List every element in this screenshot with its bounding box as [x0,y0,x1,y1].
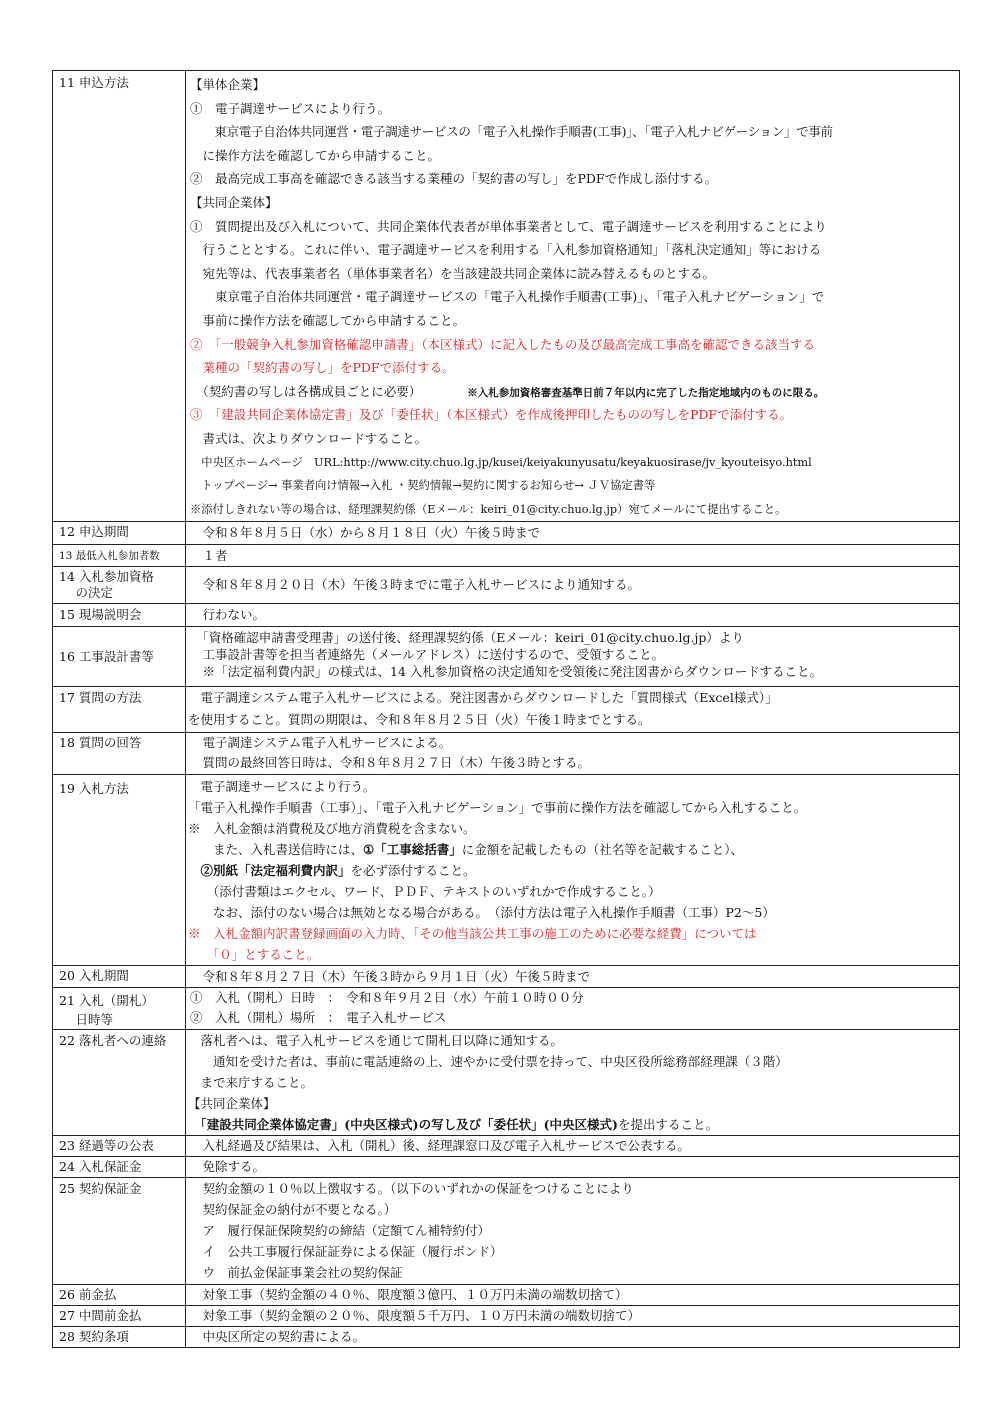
period-note: ※入札参加資格審査基準日前７年以内に完了した指定地域内のものに限る。 [467,386,825,399]
table-row-19: 19 入札方法 電子調達サービスにより行う。 「電子入札操作手順書（工事）」、「電子入札ナビゲーション」で事前に操作方法を確認してから入札すること。 ※ 入札金額は消費税及び地方消費税を含まない。 また、入札書送信時には、①「工事総括書」に金額を記載したもの（社名等を記載すること）、 ②別紙「法定福利費内訳」を必ず添付すること。 （添付書類はエクセル、ワード、ＰＤＦ、テキストのいずれかで作成すること。） なお、添付のない場合は無効となる場合がある。 （添付方法は電子入札操作手順書（工事）P2～5） ※ 入札金額内訳書登録画面の入力時、「その他当該公共工事の施工のために必要な経費」については 「０」とすること。 [53,775,960,966]
table-row-11 [53,71,960,522]
table-row-18: 18 質問の回答 電子調達システム電子入札サービスによる。 質問の最終回答日時は、令和８年８月２７日（木）午後３時とする。 [53,733,960,775]
red-note: ※ 入札金額内訳書登録画面の入力時、「その他当該公共工事の施工のために必要な経費」については [188,926,757,942]
table-row-22: 22 落札者への連絡 落札者へは、電子入札サービスを通じて開札日以降に通知する。 通知を受けた者は、事前に電話連絡の上、速やかに受付票を持って、中央区役所総務部経理課（３階） まで来庁すること。 【共同企業体】 「建設共同企業体協定書」(中央区様式)の写し及び「委任状」(中央区様式)を提出すること。 [53,1030,960,1136]
row-label: 22 落札者への連絡 [53,1030,186,1136]
row-label: 18 質問の回答 [53,733,186,775]
row-label: 17 質問の方法 [53,687,186,733]
row-label: 14 入札参加資格 の決定 [53,567,186,604]
row-content: 【単体企業】 ① 電子調達サービスにより行う。 東京電子自治体共同運営・電子調達サービスの「電子入札操作手順書(工事)」、「電子入札ナビゲーション」で事前 に操作方法を確認してから申請すること。 ② 最高完成工事高を確認できる該当する業種の「契約書の写し」をPDFで作成し添付する。 【共同企業体】 ① 質問提出及び入札について、共同企業体代表者が単体事業者として、電子調達サービスを利用することにより 行うこととする。これに伴い、電子調達サービスを利用する「入札参加資格通知」「落札決定通知」等における 宛先等は、代表事業者名（単体事業者名）を当該建設共同企業体に読み替えるものとする。 東京電子自治体共同運営・電子調達サービスの「電子入札操作手順書(工事)」、「電子入札ナビゲーション」で 事前に操作方法を確認してから申請すること。 ② 「一般競争入札参加資格確認申請書」（本区様式）に記入したもの及び最高完成工事高を確認できる該当する 業種の「契約書の写し」をPDFで添付する。 （契約書の写しは各構成員ごとに必要） ※入札参加資格審査基準日前７年以内に完了した指定地域内のものに限る。 ③ 「建設共同企業体協定書」及び「委任状」（本区様式）を作成後押印したものの写しをPDFで添付する。 書式は、次よりダウンロードすること。 中央区ホームページ URL:http://www.city.chuo.lg.jp/kusei/keiyakunyusatu/keyakuosirase/jv_kyouteisyo.html トップページ→ 事業者向け情報→入札 ・契約情報→契約に関するお知らせ→ ＪＶ協定書等 ※添付しきれない等の場合は、経理課契約係（Eメール：keiri_01@city.chuo.lg.jp）宛てメールにて提出すること。 [186,71,960,522]
row-label: 27 中間前金払 [53,1306,186,1327]
bid-conditions-table [52,70,960,1348]
table-row-23: 23 経過等の公表 入札経過及び結果は、入札（開札）後、経理課窓口及び電子入札サービスで公表する。 [53,1136,960,1157]
red-note: 「０」とすること。 [188,947,320,963]
row-label: 13 最低入札参加者数 [53,545,186,567]
row-label: 20 入札期間 [53,966,186,988]
table-row-21: 21 入札（開札） 日時等 ① 入札（開札）日時 ： 令和８年９月２日（水）午前１０時００分 ② 入札（開札）場所 ： 電子入札サービス [53,988,960,1030]
row-label: 15 現場説明会 [53,604,186,627]
row-label: 12 申込期間 [53,522,186,545]
red-note: 業種の「契約書の写し」をPDFで添付する。 [190,360,455,376]
table-row-13: 13 最低入札参加者数 １者 [53,545,960,567]
row-label: 11 申込方法 [53,71,186,522]
row-label: 26 前金払 [53,1285,186,1306]
table-row-17: 17 質問の方法 電子調達システム電子入札サービスによる。発注図書からダウンロードした「質問様式（Excel様式）」 を使用すること。質問の期限は、令和８年８月２５日（火）午後１時までとする。 [53,687,960,733]
row-label: 25 契約保証金 [53,1178,186,1285]
table-row-14: 14 入札参加資格 の決定 令和８年８月２０日（木）午後３時までに電子入札サービスにより通知する。 [53,567,960,604]
row-label: 19 入札方法 [53,775,186,966]
row-label: 28 契約条項 [53,1327,186,1348]
table-row-24: 24 入札保証金 免除する。 [53,1157,960,1178]
row-label: 16 工事設計書等 [53,627,186,687]
row-label: 23 経過等の公表 [53,1136,186,1157]
table-row-12: 12 申込期間 令和８年８月５日（水）から８月１８日（火）午後５時まで [53,522,960,545]
row-label: 21 入札（開札） 日時等 [53,988,186,1030]
row-label: 24 入札保証金 [53,1157,186,1178]
table-row-28: 28 契約条項 中央区所定の契約書による。 [53,1327,960,1348]
download-url: 中央区ホームページ URL:http://www.city.chuo.lg.jp/kusei/keiyakunyusatu/keyakuosirase/jv_kyouteisyo.html [190,455,812,469]
table-row-26: 26 前金払 対象工事（契約金額の４０％、限度額３億円、１０万円未満の端数切捨て） [53,1285,960,1306]
red-note: ② 「一般競争入札参加資格確認申請書」（本区様式）に記入したもの及び最高完成工事高を確認できる該当する [190,336,816,352]
table-row-15: 15 現場説明会 行わない。 [53,604,960,627]
table-row-16: 16 工事設計書等 「資格確認申請書受理書」の送付後、経理課契約係（Eメール：keiri_01@city.chuo.lg.jp）より 工事設計書等を担当者連絡先（メールアドレス）に送付するので、受領すること。 ※「法定福利費内訳」の様式は、14 入札参加資格の決定通知を受領後に発注図書からダウンロードすること。 [53,627,960,687]
red-note: ③ 「建設共同企業体協定書」及び「委任状」（本区様式）を作成後押印したものの写しをPDFで添付する。 [190,407,793,423]
table-row-25: 25 契約保証金 契約金額の１０％以上徴収する。（以下のいずれかの保証をつけることにより 契約保証金の納付が不要となる。） ア 履行保証保険契約の締結（定額てん補特約付） イ 公共工事履行保証証券による保証（履行ボンド） ウ 前払金保証事業会社の契約保証 [53,1178,960,1285]
table-row-27: 27 中間前金払 対象工事（契約金額の２０％、限度額５千万円、１０万円未満の端数切捨て） [53,1306,960,1327]
table-row-20: 20 入札期間 令和８年８月２７日（木）午後３時から９月１日（火）午後５時まで [53,966,960,988]
